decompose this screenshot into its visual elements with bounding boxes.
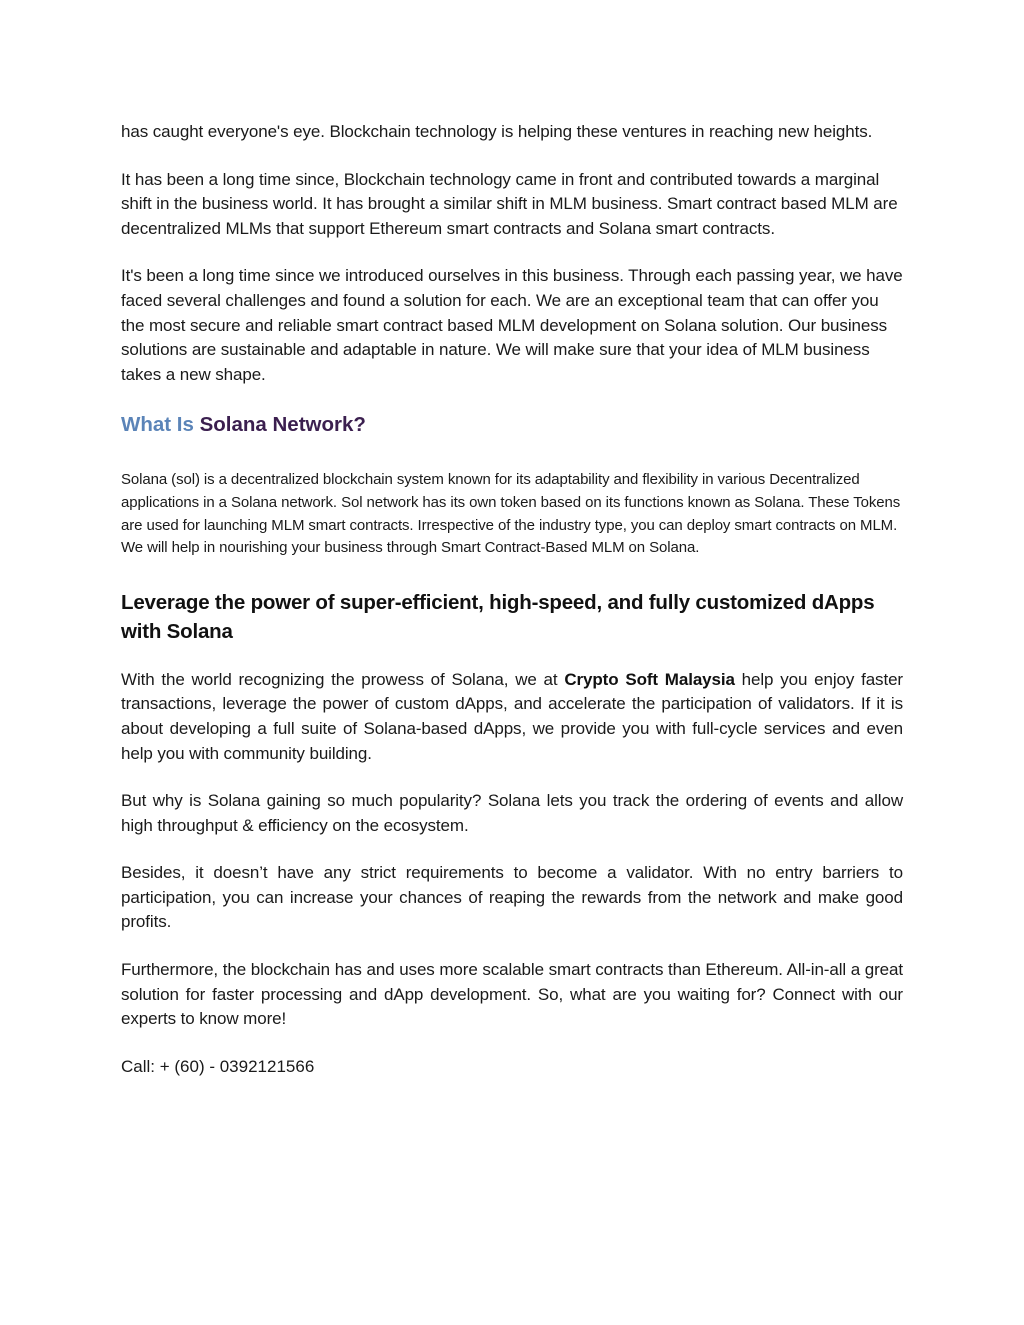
intro-paragraph-2: It has been a long time since, Blockchain technology came in front and contributed towards a marginal shift in the business world. It has brought a similar shift in MLM business. Smart contract based MLM are decentralized MLMs that support Ethereum smart contracts and Solana smart contracts. [121, 169, 898, 238]
leverage-paragraph-4: Furthermore, the blockchain has and uses more scalable smart contracts than Ethereum. All-in-all a great solution for faster processing and dApp development. So, what are you waiting for? Connect with our experts to know more! [121, 960, 903, 1029]
call-phone-number: Call: + (60) - 0392121566 [121, 1056, 315, 1076]
leverage-paragraph-2: But why is Solana gaining so much popularity? Solana lets you track the ordering of events and allow high throughput & efficiency on the ecosystem. [121, 791, 903, 835]
network-heading-part2: Solana Network? [199, 413, 366, 437]
leverage-p1-before: With the world recognizing the prowess of Solana, we at [121, 669, 565, 689]
network-heading-part1: What Is [121, 413, 200, 437]
network-body: Solana (sol) is a decentralized blockchain system known for its adaptability and flexibility in various Decentralized applications in a Solana network. Sol network has its own token based on its functions known as Solana. These Tokens are used for launching MLM smart contracts. Irrespective of the industry type, you can deploy smart contracts on MLM. We will help in nourishing your business through Smart Contract-Based MLM on Solana. [121, 471, 901, 557]
leverage-paragraph-3: Besides, it doesn’t have any strict requirements to become a validator. With no entry barriers to participation, you can increase your chances of reaping the rewards from the network and make good profits. [121, 863, 903, 932]
leverage-paragraph-1 [121, 668, 903, 766]
intro-paragraph-3: It's been a long time since we introduced ourselves in this business. Through each passing year, we have faced several challenges and found a solution for each. We are an exceptional team that can offer you the most secure and reliable smart contract based MLM development on Solana solution. Our business solutions are sustainable and adaptable in nature. We will make sure that your idea of MLM business takes a new shape. [121, 266, 903, 384]
document-page [121, 120, 903, 1079]
brand-name: Crypto Soft Malaysia [564, 669, 735, 689]
network-heading [121, 411, 903, 439]
leverage-heading: Leverage the power of super-efficient, high-speed, and fully customized dApps with Solana [121, 590, 875, 643]
leverage-p1-after: help you enjoy faster transactions, leverage the power of custom dApps, and accelerate the participation of validators. If it is about developing a full suite of Solana-based dApps, we provide you with full-cycle services and even help you with community building. [121, 669, 903, 763]
intro-paragraph-1: has caught everyone's eye. Blockchain technology is helping these ventures in reaching new heights. [121, 122, 873, 141]
